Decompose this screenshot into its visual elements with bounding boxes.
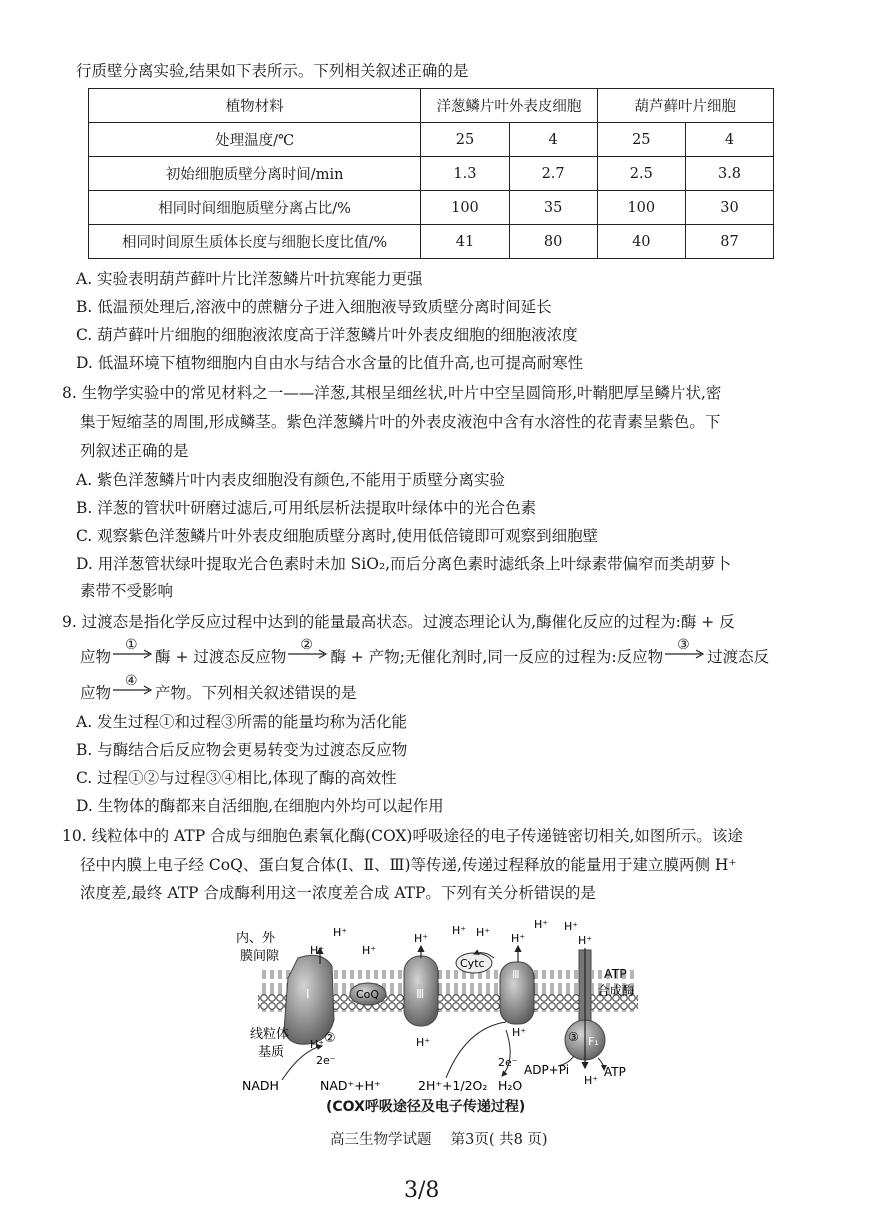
- cytc-label: Cytc: [460, 957, 485, 970]
- circle-3-mark: ③: [568, 1030, 579, 1044]
- nadh-label: NADH: [242, 1078, 279, 1093]
- text: 酶 + 过渡态反应物: [155, 648, 287, 666]
- cell: 35: [509, 191, 597, 225]
- label-line: 线粒体: [250, 1027, 290, 1042]
- q8-option-b: B. 洋葱的管状叶研磨过滤后,可用纸层析法提取叶绿体中的光合色素: [76, 499, 537, 517]
- reaction-arrow-4: [113, 673, 153, 700]
- reaction-arrow-3: [665, 637, 705, 664]
- h-plus: H⁺: [452, 924, 467, 937]
- oxygen-arrow: [446, 1022, 506, 1078]
- text: 产物。下列相关叙述错误的是: [155, 684, 357, 702]
- q7-option-a: A. 实验表明葫芦藓叶片比洋葱鳞片叶抗寒能力更强: [76, 270, 423, 288]
- arrow-icon: [113, 648, 153, 660]
- q8-option-d: D. 用洋葱管状绿叶提取光合色素时未加 SiO₂,而后分离色素时滤纸条上叶绿素带偏窄而类胡萝卜: [76, 555, 732, 573]
- text: 酶 + 产物;无催化剂时,同一反应的过程为:反应物: [330, 648, 664, 666]
- cell: 41: [421, 225, 509, 259]
- text: 应物: [80, 648, 112, 666]
- cell: 2.7: [509, 157, 597, 191]
- q7-option-c: C. 葫芦藓叶片细胞的细胞液浓度高于洋葱鳞片叶外表皮细胞的细胞液浓度: [76, 326, 578, 344]
- table-header-row: [89, 89, 774, 123]
- cell: 25: [597, 123, 685, 157]
- nad-label: NAD⁺+H⁺: [320, 1078, 381, 1093]
- table-row: [89, 225, 774, 259]
- table-row: [89, 157, 774, 191]
- electron-transport-diagram: [236, 918, 656, 1118]
- h-plus: H⁺: [310, 944, 325, 957]
- cell: 40: [597, 225, 685, 259]
- label-line: 膜间隙: [240, 949, 280, 964]
- circle-2-mark: ②: [324, 1031, 336, 1046]
- text: 应物: [80, 684, 112, 702]
- step-mark: ③: [677, 637, 690, 653]
- cell: 4: [509, 123, 597, 157]
- row-label: 处理温度/℃: [89, 123, 421, 157]
- complex-3-label: Ⅲ: [416, 987, 425, 1001]
- matrix-label: [250, 1026, 293, 1060]
- row-label: 初始细胞质壁分离时间/min: [89, 157, 421, 191]
- intermembrane-space-label: [236, 930, 280, 964]
- q9-stem-line-2: [80, 637, 770, 668]
- q9-option-b: B. 与酶结合后反应物会更易转变为过渡态反应物: [76, 741, 408, 759]
- cell: 80: [509, 225, 597, 259]
- h-plus: H⁺: [414, 932, 429, 945]
- q10-stem-line-2: 径中内膜上电子经 CoQ、蛋白复合体(Ⅰ、Ⅱ、Ⅲ)等传递,传递过程释放的能量用于建立膜两侧 H⁺: [80, 856, 737, 874]
- cell: 1.3: [421, 157, 509, 191]
- h-plus: H⁺: [564, 920, 579, 933]
- arrow-icon: [288, 648, 328, 660]
- adp-label: ADP+Pi: [524, 1063, 570, 1077]
- water-label: H₂O: [498, 1078, 523, 1093]
- text: 过渡态反: [707, 648, 770, 666]
- f1-label: F₁: [588, 1035, 599, 1048]
- electron-label: 2e⁻: [498, 1056, 518, 1069]
- h-plus: H⁺: [511, 932, 526, 945]
- row-label: 相同时间细胞质壁分离占比/%: [89, 191, 421, 225]
- page-footer: 高三生物学试题 第3页( 共8 页): [330, 1132, 548, 1148]
- arrow-icon: [113, 684, 153, 696]
- q7-option-b: B. 低温预处理后,溶液中的蔗糖分子进入细胞液导致质壁分离时间延长: [76, 298, 552, 316]
- h-plus: H⁺: [310, 1038, 325, 1051]
- h-plus: H⁺: [333, 926, 348, 939]
- h-plus: H⁺: [578, 934, 593, 947]
- q8-stem-line-1: 8. 生物学实验中的常见材料之一——洋葱,其根呈细丝状,叶片中空呈圆筒形,叶鞘肥厚呈鳞片状,密: [62, 384, 722, 402]
- page-number: 3/8: [404, 1178, 440, 1203]
- header-onion: 洋葱鳞片叶外表皮细胞: [421, 89, 597, 123]
- h-plus: H⁺: [512, 1026, 527, 1039]
- table-row: [89, 123, 774, 157]
- cell: 25: [421, 123, 509, 157]
- step-mark: ④: [125, 673, 138, 689]
- cell: 100: [597, 191, 685, 225]
- label-line: 合成酶: [597, 983, 635, 998]
- h-plus: H⁺: [534, 918, 549, 931]
- cell: 3.8: [685, 157, 773, 191]
- complex-iv-label: Ⅲ: [512, 968, 520, 981]
- q9-option-d: D. 生物体的酶都来自活细胞,在细胞内外均可以起作用: [76, 797, 444, 815]
- diagram-caption: (COX呼吸途径及电子传递过程): [326, 1099, 526, 1115]
- q10-stem-line-1: 10. 线粒体中的 ATP 合成与细胞色素氧化酶(COX)呼吸途径的电子传递链密切相关,如图所示。该途: [62, 827, 743, 845]
- q9-stem-line-1: 9. 过渡态是指化学反应过程中达到的能量最高状态。过渡态理论认为,酶催化反应的过程为:酶 + 反: [62, 613, 735, 631]
- reaction-arrow-2: [288, 637, 328, 664]
- q8-stem-line-2: 集于短缩茎的周围,形成鳞茎。紫色洋葱鳞片叶的外表皮液泡中含有水溶性的花青素呈紫色。下: [80, 413, 721, 431]
- label-line: ATP: [604, 966, 627, 981]
- oxygen-label: 2H⁺+1/2O₂: [418, 1078, 488, 1093]
- arrow-icon: [665, 648, 705, 660]
- q9-option-a: A. 发生过程①和过程③所需的能量均称为活化能: [76, 713, 408, 731]
- table-row: [89, 191, 774, 225]
- cell: 4: [685, 123, 773, 157]
- water-arrow: [502, 1030, 510, 1076]
- cell: 30: [685, 191, 773, 225]
- q10-stem-line-3: 浓度差,最终 ATP 合成酶利用这一浓度差合成 ATP。下列有关分析错误的是: [80, 884, 596, 902]
- row-label: 相同时间原生质体长度与细胞长度比值/%: [89, 225, 421, 259]
- coq-label: CoQ: [356, 988, 380, 1001]
- q8-option-d-cont: 素带不受影响: [80, 582, 174, 600]
- cell: 2.5: [597, 157, 685, 191]
- cell: 100: [421, 191, 509, 225]
- h-plus: H⁺: [416, 1036, 431, 1049]
- h-plus: H⁺: [584, 1074, 599, 1087]
- cell: 87: [685, 225, 773, 259]
- q8-option-c: C. 观察紫色洋葱鳞片叶外表皮细胞质壁分离时,使用低倍镜即可观察到细胞壁: [76, 527, 599, 545]
- reaction-arrow-1: [113, 637, 153, 664]
- q8-option-a: A. 紫色洋葱鳞片叶内表皮细胞没有颜色,不能用于质壁分离实验: [76, 471, 505, 489]
- q8-stem-line-3: 列叙述正确的是: [80, 442, 189, 460]
- q7-intro: 行质壁分离实验,结果如下表所示。下列相关叙述正确的是: [76, 62, 469, 80]
- atp-label: ATP: [604, 1065, 626, 1079]
- step-mark: ①: [125, 637, 138, 653]
- electron-label: 2e⁻: [316, 1054, 336, 1067]
- h-plus: H⁺: [362, 944, 377, 957]
- step-mark: ②: [300, 637, 313, 653]
- header-moss: 葫芦藓叶片细胞: [597, 89, 773, 123]
- experiment-table: [88, 88, 774, 259]
- label-line: 内、外: [236, 931, 276, 946]
- label-line: 基质: [258, 1045, 285, 1060]
- header-material: 植物材料: [89, 89, 421, 123]
- complex-1-label: Ⅰ: [306, 987, 310, 1001]
- h-plus: H⁺: [476, 926, 491, 939]
- q7-option-d: D. 低温环境下植物细胞内自由水与结合水含量的比值升高,也可提高耐寒性: [76, 354, 584, 372]
- q9-stem-line-3: [80, 673, 357, 704]
- q9-option-c: C. 过程①②与过程③④相比,体现了酶的高效性: [76, 769, 397, 787]
